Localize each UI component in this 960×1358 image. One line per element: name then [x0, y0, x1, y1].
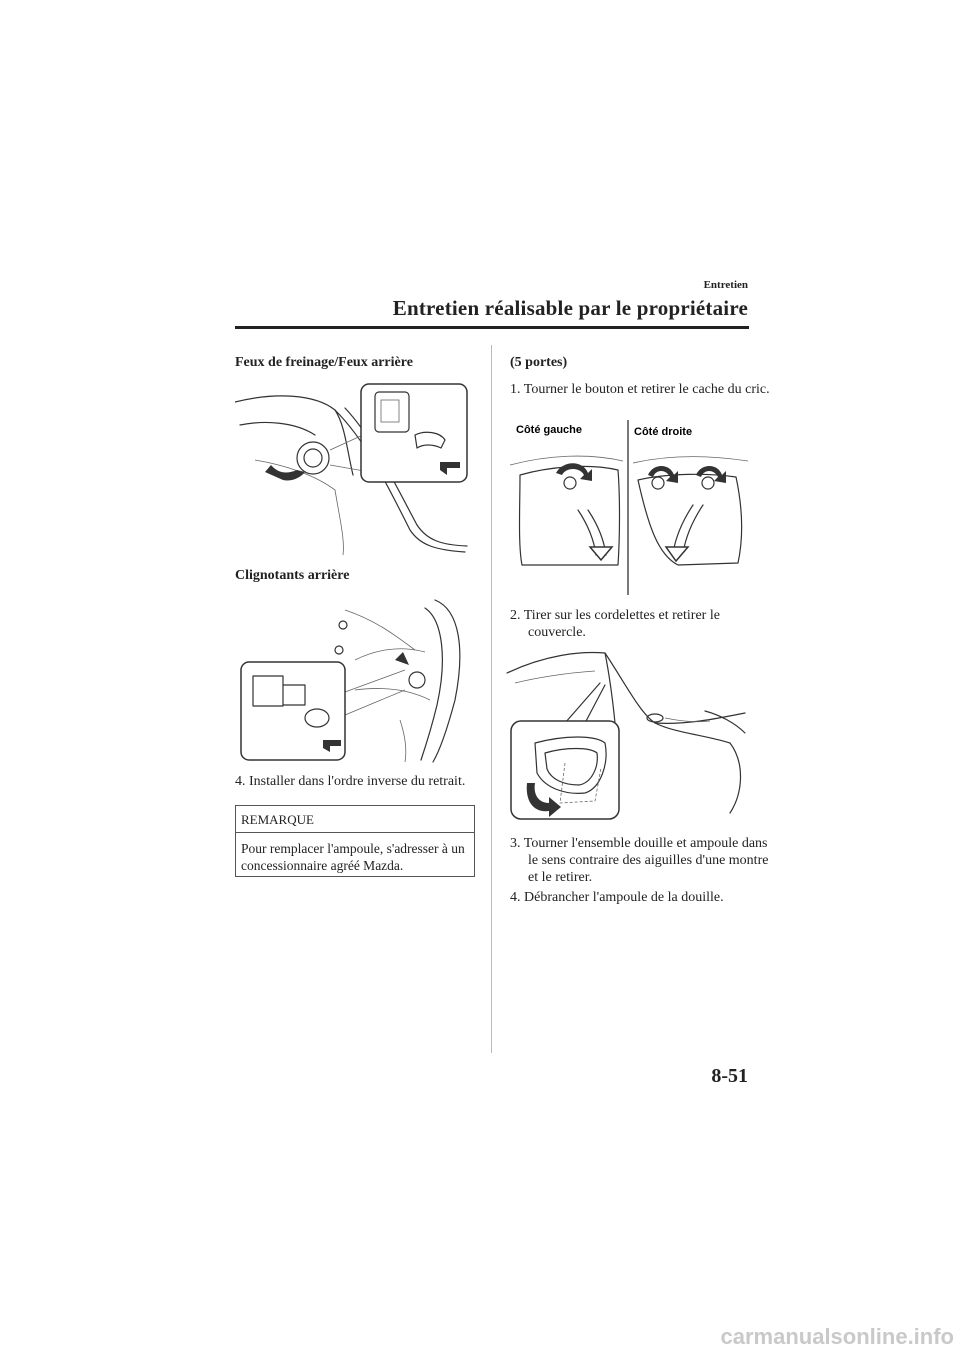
header-rule	[235, 326, 749, 329]
right-step-3: 3. Tourner l'ensemble douille et ampoule dans le sens contraire des aiguilles d'une montre et le retirer.	[510, 836, 769, 885]
jack-cover-illustration	[508, 415, 753, 595]
watermark: carmanualsonline.info	[720, 1324, 954, 1349]
turn-signal-illustration	[235, 590, 475, 765]
note-title: REMARQUE	[241, 812, 314, 827]
label-left-side: Côté gauche	[516, 424, 583, 436]
page-number: 8-51	[711, 1065, 748, 1087]
brake-light-illustration	[235, 380, 475, 555]
heading-5-doors: (5 portes)	[510, 355, 568, 370]
page-title: Entretien réalisable par le propriétaire	[392, 296, 748, 320]
note-text: Pour remplacer l'ampoule, s'adresser à un concessionnaire agréé Mazda.	[241, 841, 465, 873]
cover-cord-illustration	[505, 643, 750, 823]
left-step-4: 4. Installer dans l'ordre inverse du retrait.	[235, 774, 466, 789]
note-box	[235, 805, 475, 877]
column-divider	[491, 345, 492, 1053]
heading-brake-lights: Feux de freinage/Feux arrière	[235, 355, 413, 370]
label-right-side: Côté droite	[634, 426, 693, 438]
heading-rear-turn-signals: Clignotants arrière	[235, 568, 350, 583]
section-label: Entretien	[703, 279, 748, 291]
note-header	[236, 806, 474, 833]
right-step-4: 4. Débrancher l'ampoule de la douille.	[510, 890, 724, 905]
right-step-1: 1. Tourner le bouton et retirer le cache du cric.	[510, 382, 770, 397]
right-step-2: 2. Tirer sur les cordelettes et retirer le couvercle.	[510, 608, 720, 640]
